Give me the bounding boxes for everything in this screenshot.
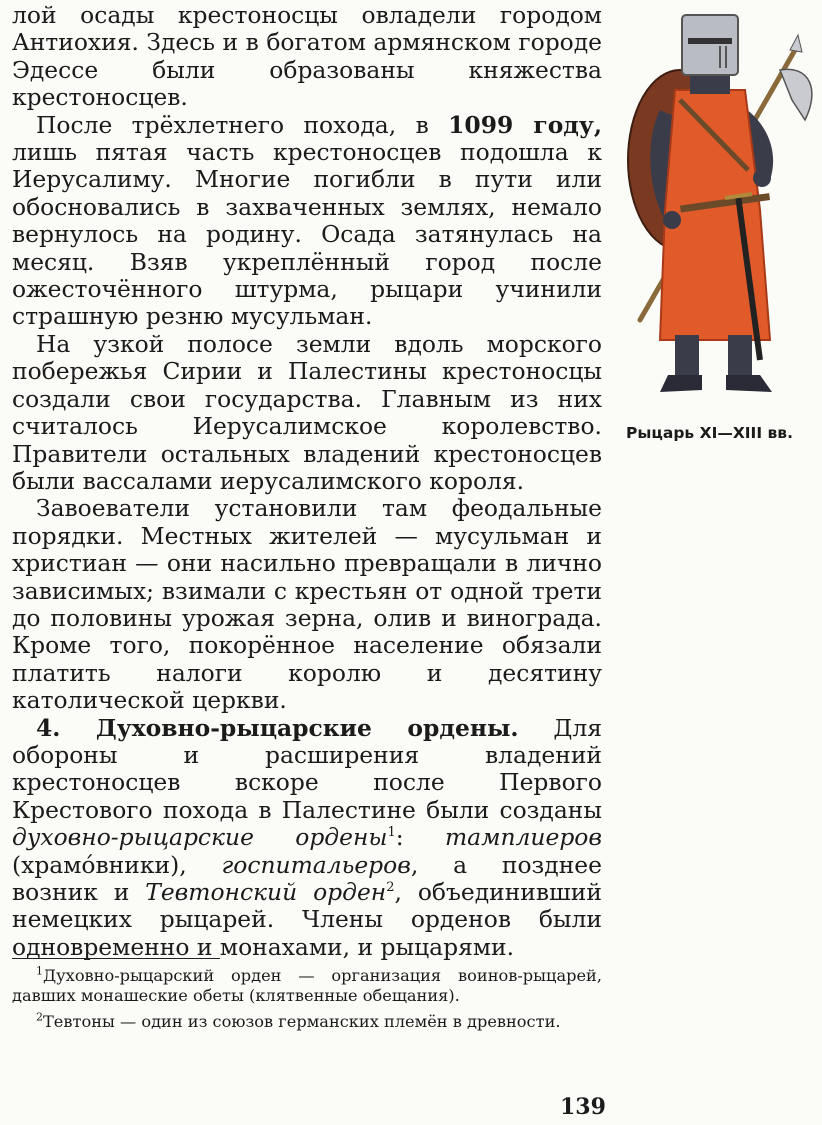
footnote-ref-2: 2 — [386, 880, 395, 896]
footnotes — [12, 966, 602, 1038]
axe-blade-icon — [780, 69, 812, 120]
page-number: 139 — [560, 1094, 606, 1120]
section-title: 4. Духовно-рыцарские ордены. — [36, 713, 519, 742]
paragraph-4: Завоеватели установили там феодальные порядки. Местных жителей — мусульман и христиан — они насильно превращали в лично зависимых; взимали с крестьян от одной трети до половины урожая зерна, олив и винограда. Кроме того, покорённое население обязали платить налоги королю и десятину католической церкви. — [12, 494, 602, 715]
main-text-column — [12, 2, 602, 961]
paragraph-1: лой осады крестоносцы овладели городом Антиохия. Здесь и в богатом армянском городе Эдессе были образованы княжества крестоносцев. — [12, 1, 602, 112]
figure-caption: Рыцарь XI—XIII вв. — [626, 424, 793, 442]
paragraph-3: На узкой полосе земли вдоль морского побережья Сирии и Палестины крестоносцы создали свои государства. Главным из них считалось Иерусалимское королевство. Правители остальных владений крестоносцев были вассалами иерусалимского короля. — [12, 329, 602, 495]
year-highlight: 1099 году, — [448, 110, 603, 139]
footnote-ref-1: 1 — [387, 825, 396, 841]
paragraph-5: 4. Духовно-рыцарские ордены. Для обороны и расширения владений крестоносцев вскоре после Первого Крестового похода в Палестине были созданы духовно-рыцарские ордены$^1$: тамплиеров (храмо́вники), госпитальеров, а позднее возник и Тевтонский орден$^2$, объединивший немецких рыцарей. Члены орденов были одновременно и монахами, и рыцарями. — [12, 713, 602, 961]
knight-illustration — [620, 10, 820, 410]
footnote-1: $^1$Духовно-рыцарский орден — организация воинов-рыцарей, давших монашеские обеты (клятвенные обещания). — [12, 964, 602, 1005]
paragraph-2: После трёхлетнего похода, в 1099 году, лишь пятая часть крестоносцев подошла к Иерусалиму. Многие погибли в пути или обосновались в захваченных землях, немало вернулось на родину. Осада затянулась на месяц. Взяв укреплённый город после ожесточённого штурма, рыцари учинили страшную резню мусульман. — [12, 110, 603, 331]
footnote-divider — [12, 958, 220, 959]
helmet-icon — [682, 15, 738, 75]
footnote-2: $^2$Тевтоны — один из союзов германских племён в древности. — [36, 1010, 561, 1031]
